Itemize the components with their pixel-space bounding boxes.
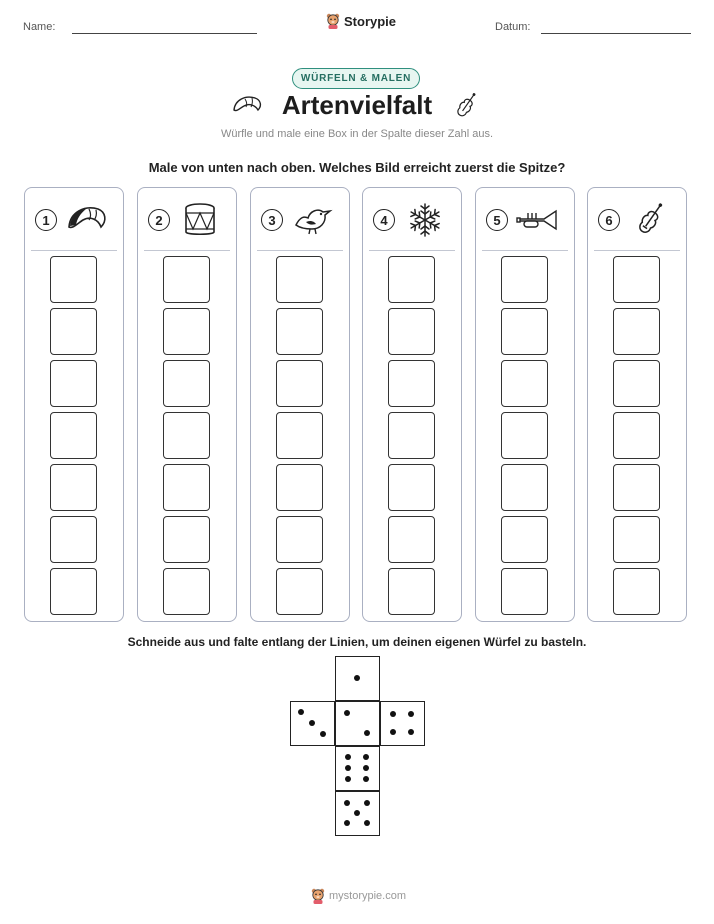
- column-number: 2: [148, 209, 170, 231]
- coloring-box[interactable]: [50, 568, 97, 615]
- snowflake-icon: [403, 200, 447, 240]
- dice-net: [290, 656, 426, 836]
- column-number: 3: [261, 209, 283, 231]
- column-number: 1: [35, 209, 57, 231]
- column-3: [250, 187, 350, 622]
- coloring-box[interactable]: [501, 256, 548, 303]
- coloring-box[interactable]: [163, 568, 210, 615]
- coloring-box[interactable]: [501, 308, 548, 355]
- coloring-box[interactable]: [50, 360, 97, 407]
- coloring-box[interactable]: [276, 308, 323, 355]
- coloring-box[interactable]: [501, 412, 548, 459]
- violin-title-icon: [453, 90, 479, 122]
- column-5: [475, 187, 575, 622]
- coloring-box[interactable]: [276, 412, 323, 459]
- coloring-box[interactable]: [50, 308, 97, 355]
- column-number: 5: [486, 209, 508, 231]
- coloring-box[interactable]: [163, 464, 210, 511]
- date-line[interactable]: [541, 33, 691, 34]
- bird-icon: [291, 200, 335, 240]
- coloring-box[interactable]: [613, 360, 660, 407]
- page-subtitle: Würfle und male eine Box in der Spalte dieser Zahl aus.: [220, 128, 494, 140]
- coloring-box[interactable]: [388, 308, 435, 355]
- coloring-box[interactable]: [613, 516, 660, 563]
- coloring-box[interactable]: [501, 516, 548, 563]
- coloring-box[interactable]: [163, 360, 210, 407]
- coloring-box[interactable]: [388, 568, 435, 615]
- coloring-box[interactable]: [388, 360, 435, 407]
- coloring-box[interactable]: [501, 360, 548, 407]
- column-1: [24, 187, 124, 622]
- dice-face-1: [335, 656, 380, 701]
- column-6: [587, 187, 687, 622]
- coloring-box[interactable]: [613, 412, 660, 459]
- coloring-box[interactable]: [163, 308, 210, 355]
- coloring-box[interactable]: [50, 412, 97, 459]
- coloring-box[interactable]: [276, 256, 323, 303]
- bear-icon: [311, 888, 325, 904]
- date-label: Datum:: [495, 21, 531, 33]
- name-line[interactable]: [72, 33, 257, 34]
- coloring-box[interactable]: [613, 464, 660, 511]
- coloring-box[interactable]: [163, 256, 210, 303]
- coloring-box[interactable]: [276, 360, 323, 407]
- dice-face-6: [335, 746, 380, 791]
- coloring-box[interactable]: [388, 516, 435, 563]
- coloring-box[interactable]: [163, 516, 210, 563]
- croissant-icon: [65, 200, 109, 240]
- drum-icon: [178, 200, 222, 240]
- coloring-box[interactable]: [276, 516, 323, 563]
- brand-logo: [326, 13, 396, 29]
- coloring-box[interactable]: [501, 464, 548, 511]
- coloring-box[interactable]: [388, 464, 435, 511]
- page-title: Artenvielfalt: [281, 90, 433, 120]
- violin-icon: [628, 200, 672, 240]
- coloring-box[interactable]: [388, 256, 435, 303]
- brand-name: Storypie: [344, 13, 397, 29]
- bear-icon: [326, 13, 340, 29]
- dice-face-4: [380, 701, 425, 746]
- coloring-box[interactable]: [50, 516, 97, 563]
- coloring-box[interactable]: [276, 464, 323, 511]
- footer-url[interactable]: mystorypie.com: [329, 890, 407, 902]
- dice-face-2: [335, 701, 380, 746]
- footer: [311, 888, 406, 904]
- coloring-box[interactable]: [613, 308, 660, 355]
- coloring-box[interactable]: [613, 256, 660, 303]
- coloring-box[interactable]: [50, 256, 97, 303]
- column-4: [362, 187, 462, 622]
- name-label: Name:: [23, 21, 56, 33]
- coloring-box[interactable]: [613, 568, 660, 615]
- column-2: [137, 187, 237, 622]
- column-number: 6: [598, 209, 620, 231]
- cut-instruction: Schneide aus und falte entlang der Linien, um deinen eigenen Würfel zu basteln.: [127, 635, 587, 649]
- coloring-box[interactable]: [163, 412, 210, 459]
- category-badge: WÜRFELN & MALEN: [292, 68, 420, 89]
- trumpet-icon: [516, 200, 560, 240]
- column-number: 4: [373, 209, 395, 231]
- coloring-box[interactable]: [388, 412, 435, 459]
- dice-face-3: [290, 701, 335, 746]
- coloring-box[interactable]: [50, 464, 97, 511]
- instruction-text: Male von unten nach oben. Welches Bild erreicht zuerst die Spitze?: [148, 160, 566, 175]
- coloring-box[interactable]: [501, 568, 548, 615]
- dice-face-5: [335, 791, 380, 836]
- coloring-box[interactable]: [276, 568, 323, 615]
